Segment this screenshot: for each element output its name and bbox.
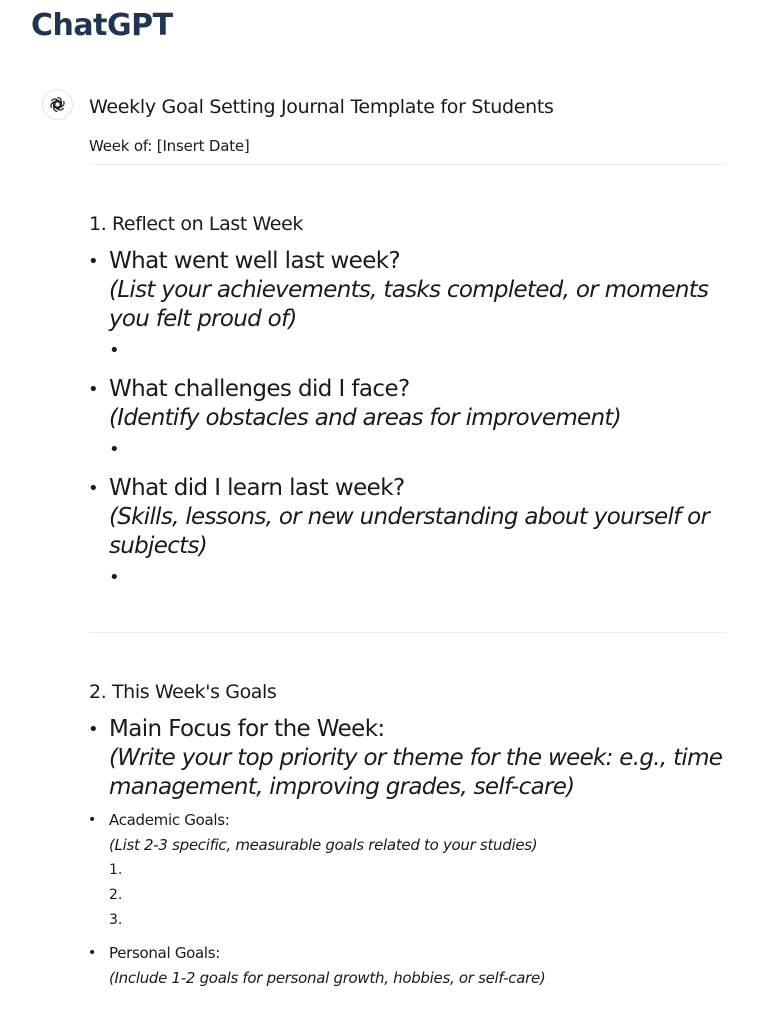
list-item [89,247,726,361]
question: • What went well last week? [109,248,401,274]
document-title: Weekly Goal Setting Journal Template for Students [89,96,554,118]
assistant-message [89,94,726,988]
section-heading: 2. This Week's Goals [89,681,277,703]
divider [89,164,726,165]
empty-bullet: • [109,567,120,588]
question: • What did I learn last week? [109,475,405,501]
list-item [89,474,726,588]
numbered-item: 3. [109,912,123,928]
hint: (Include 1-2 goals for personal growth, hobbies, or self-care) [109,969,546,987]
hint: (Skills, lessons, or new understanding about yourself or subjects) [109,504,710,559]
assistant-avatar [42,89,73,120]
hint: (List your achievements, tasks completed, or moments you felt proud of) [109,277,709,332]
week-of-line: Week of: [Insert Date] [89,137,250,155]
hint: (Identify obstacles and areas for improvement) [109,405,621,431]
list-item [89,810,726,930]
question: • What challenges did I face? [109,376,410,402]
hint: (Write your top priority or theme for the week: e.g., time management, improving grades, self-care) [109,745,723,800]
empty-bullet: • [109,439,120,460]
numbered-item: 1. [109,862,123,878]
list-item [89,943,726,988]
openai-logo-icon [48,95,67,114]
numbered-item: 2. [109,887,123,903]
reflect-list [89,247,726,588]
goals-list [89,810,726,988]
list-item [89,375,726,460]
main-focus-list [89,715,726,802]
section-heading: 1. Reflect on Last Week [89,213,303,235]
section-reflect [89,211,726,588]
app-title: ChatGPT [31,8,173,43]
question: • Main Focus for the Week: [109,716,385,742]
goal-label: • Personal Goals: [109,944,221,962]
section-goals [89,679,726,988]
goal-label: • Academic Goals: [109,811,230,829]
empty-bullet: • [109,340,120,361]
divider [89,632,726,633]
list-item [89,715,726,802]
hint: (List 2-3 specific, measurable goals related to your studies) [109,836,538,854]
